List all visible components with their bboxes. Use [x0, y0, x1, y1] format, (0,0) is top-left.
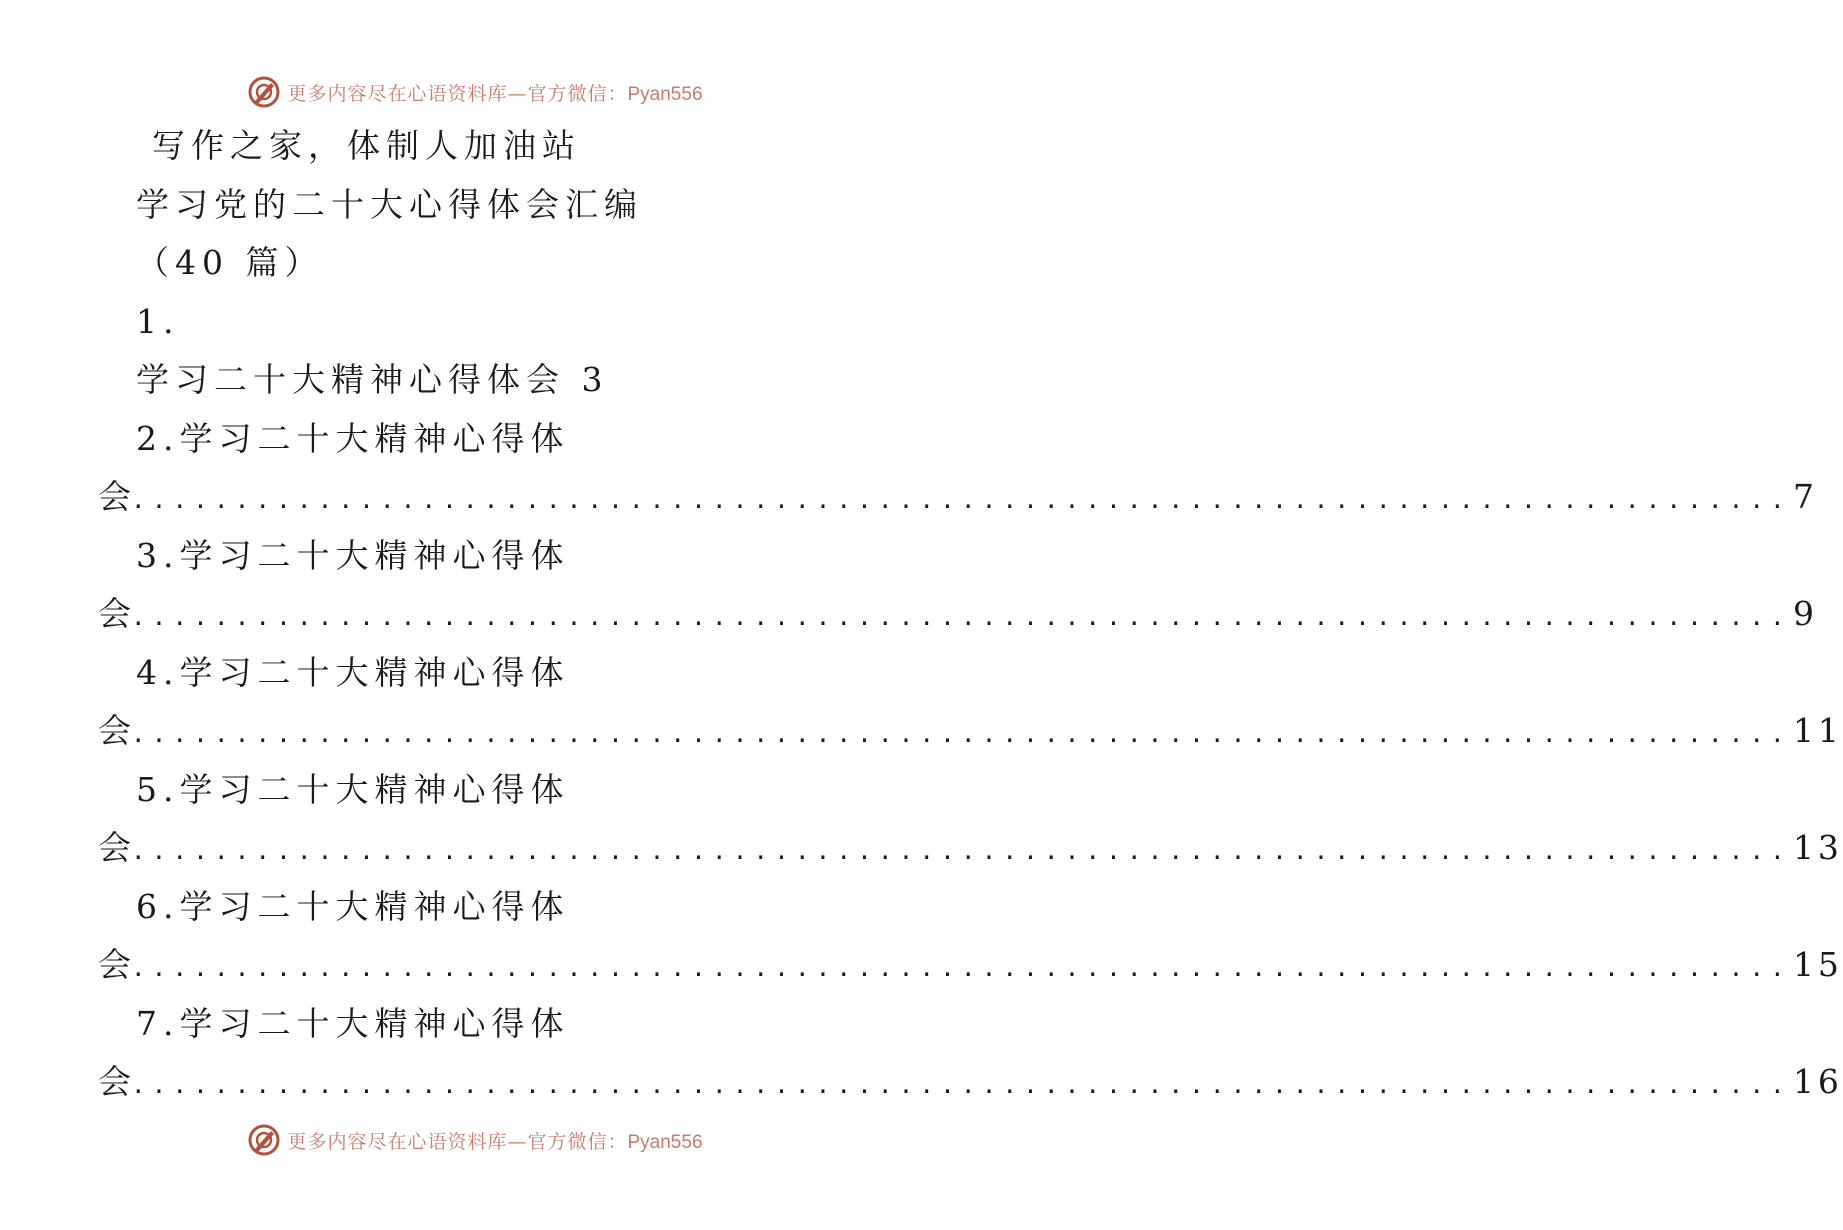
toc-leader-dots: ................................................................................: [131, 486, 1791, 514]
header-watermark: [0, 72, 950, 112]
toc-entry-lead: 会: [98, 711, 131, 750]
toc-entry-lead: 会: [98, 477, 131, 516]
toc-entry-page-number: 9: [1792, 594, 1818, 633]
toc-leader-dots: ................................................................................: [131, 603, 1791, 631]
toc-leader-dots: ................................................................................: [131, 1071, 1791, 1099]
document-count: （40 篇）: [136, 243, 324, 282]
toc-entry-leader-line: [98, 945, 1843, 988]
site-line: 写作之家，体制人加油站: [152, 126, 581, 165]
toc-entry-leader-line: [98, 1062, 1843, 1105]
toc-entry-title: 7.学习二十大精神心得体: [136, 1004, 570, 1043]
toc-entry-leader-line: [98, 711, 1843, 754]
toc-entry-title: 6.学习二十大精神心得体: [136, 887, 570, 926]
toc-leader-dots: ................................................................................: [131, 720, 1791, 748]
toc-entry-page-number: 15: [1792, 945, 1843, 984]
toc-entry-lead: 会: [98, 945, 131, 984]
toc-first-number: 1.: [136, 302, 180, 341]
footer-watermark: [0, 1120, 950, 1160]
toc-entry-lead: 会: [98, 594, 131, 633]
watermark-logo-icon: [247, 1123, 281, 1157]
watermark-id: Pyan556: [627, 1131, 703, 1153]
toc-entry-page-number: 7: [1792, 477, 1818, 516]
toc-entry-leader-line: [98, 477, 1818, 520]
watermark-text: 更多内容尽在心语资料库—官方微信：: [287, 1130, 628, 1153]
toc-entry-page-number: 11: [1792, 711, 1843, 750]
toc-entry-lead: 会: [98, 828, 131, 867]
toc-entry-title: 3.学习二十大精神心得体: [136, 536, 570, 575]
toc-entry-leader-line: [98, 828, 1843, 871]
toc-first-title: 学习二十大精神心得体会 3: [136, 360, 609, 399]
toc-entry-lead: 会: [98, 1062, 131, 1101]
toc-entry-title: 5.学习二十大精神心得体: [136, 770, 570, 809]
watermark-text: 更多内容尽在心语资料库—官方微信：: [287, 82, 628, 105]
toc-entry-leader-line: [98, 594, 1818, 637]
document-title: 学习党的二十大心得体会汇编: [136, 185, 643, 224]
toc-leader-dots: ................................................................................: [131, 837, 1791, 865]
toc-leader-dots: ................................................................................: [131, 954, 1791, 982]
toc-entry-page-number: 16: [1792, 1062, 1843, 1101]
toc-entry-title: 4.学习二十大精神心得体: [136, 653, 570, 692]
watermark-id: Pyan556: [627, 83, 703, 105]
watermark-logo-icon: [247, 75, 281, 109]
toc-entry-page-number: 13: [1792, 828, 1843, 867]
toc-entry-title: 2.学习二十大精神心得体: [136, 419, 570, 458]
